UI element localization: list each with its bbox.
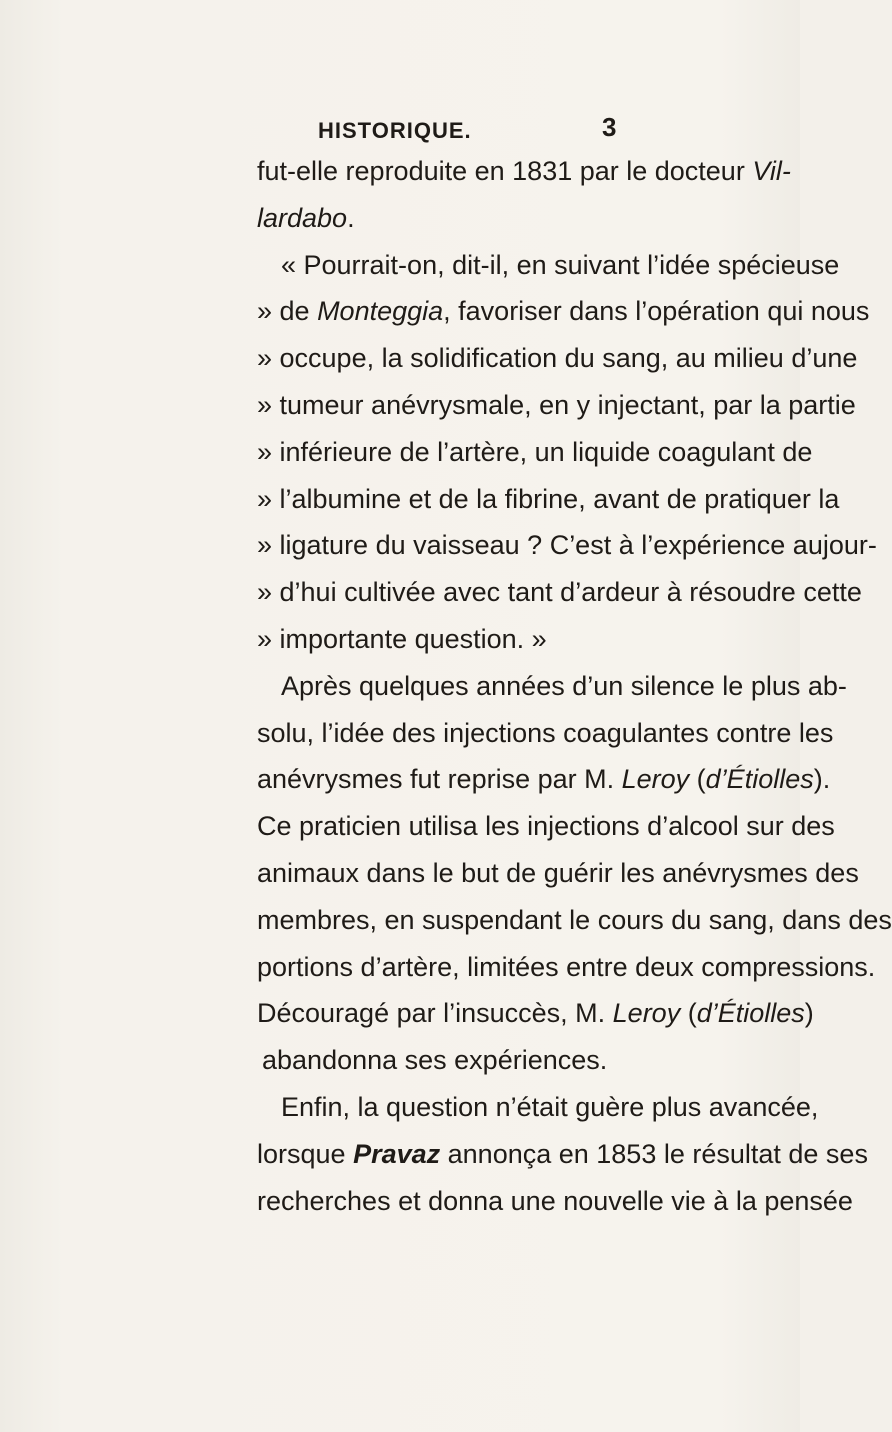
text-run: solu, l’idée des injections coagulantes contre les	[257, 717, 834, 748]
text-line	[281, 1084, 819, 1130]
text-run: » d’hui cultivée avec tant d’ardeur à résoudre cette	[257, 577, 862, 608]
text-run: (	[680, 998, 697, 1029]
text-run: Découragé par l’insuccès, M.	[257, 998, 613, 1029]
text-run: membres, en suspendant le cours du sang, dans des	[257, 904, 892, 935]
running-head: HISTORIQUE.	[318, 118, 472, 143]
text-run: » inférieure de l’artère, un liquide coagulant de	[257, 436, 813, 467]
text-run: ).	[813, 764, 831, 795]
text-run: » importante question. »	[257, 624, 547, 654]
text-run: (	[689, 764, 706, 795]
text-run: » l’albumine et de la fibrine, avant de pratiquer la	[257, 483, 840, 514]
text-run: Ce praticien utilisa les injections d’alcool sur des	[257, 811, 835, 842]
text-line	[257, 429, 813, 475]
text-line	[257, 1178, 853, 1224]
text-run: animaux dans le but de guérir les anévrysmes des	[257, 858, 859, 888]
page-number: 3	[602, 112, 617, 142]
emphasized-text: Leroy	[612, 998, 681, 1029]
text-run: Enfin, la question n’était guère plus avancée,	[281, 1092, 819, 1122]
text-run: .	[347, 202, 355, 233]
emphasized-text: Leroy	[621, 764, 690, 795]
text-line	[257, 195, 357, 241]
text-line	[257, 288, 870, 334]
page-header	[0, 112, 800, 152]
text-line	[257, 1131, 868, 1177]
text-line	[257, 616, 567, 662]
text-run: abandonna ses expériences.	[262, 1045, 608, 1076]
text-line	[257, 522, 877, 568]
text-run: anévrysmes fut reprise par M.	[257, 764, 622, 795]
text-run: Après quelques années d’un silence le plus ab-	[281, 670, 847, 701]
text-line	[257, 476, 840, 522]
text-line	[257, 803, 835, 849]
text-run: , favoriser dans l’opération qui nous	[443, 296, 870, 327]
text-run: » occupe, la solidification du sang, au milieu d’une	[257, 343, 858, 374]
emphasized-text: lardabo	[257, 202, 348, 233]
text-line	[257, 850, 859, 896]
text-line	[257, 569, 862, 615]
emphasized-text: d’Étiolles	[705, 764, 814, 795]
text-line	[281, 242, 840, 288]
text-run: recherches et donna une nouvelle vie à la pensée	[257, 1185, 853, 1216]
emphasized-text: Pravaz	[353, 1138, 441, 1169]
text-line	[257, 382, 856, 428]
text-run: portions d’artère, limitées entre deux compressions.	[257, 951, 876, 982]
text-run: fut-elle reproduite en 1831 par le docteur	[257, 156, 753, 186]
text-line	[257, 148, 791, 194]
text-line	[281, 663, 847, 709]
text-line	[262, 1037, 608, 1083]
text-run: » ligature du vaisseau ? C’est à l’expérience aujour-	[257, 530, 877, 561]
emphasized-text: Vil-	[752, 156, 791, 186]
text-line	[257, 990, 814, 1036]
text-run: « Pourrait-on, dit-il, en suivant l’idée spécieuse	[281, 249, 840, 280]
text-run: )	[804, 998, 814, 1029]
text-run: » de	[257, 296, 318, 327]
text-line	[257, 710, 834, 756]
text-line	[257, 944, 876, 990]
text-run: » tumeur anévrysmale, en y injectant, par la partie	[257, 390, 856, 420]
text-run: annonça en 1853 le résultat de ses	[440, 1138, 868, 1169]
text-run: lorsque	[257, 1138, 354, 1169]
emphasized-text: d’Étiolles	[696, 998, 805, 1029]
text-line	[257, 756, 831, 802]
emphasized-text: Monteggia	[317, 296, 444, 327]
text-line	[257, 335, 858, 381]
text-line	[257, 897, 892, 943]
